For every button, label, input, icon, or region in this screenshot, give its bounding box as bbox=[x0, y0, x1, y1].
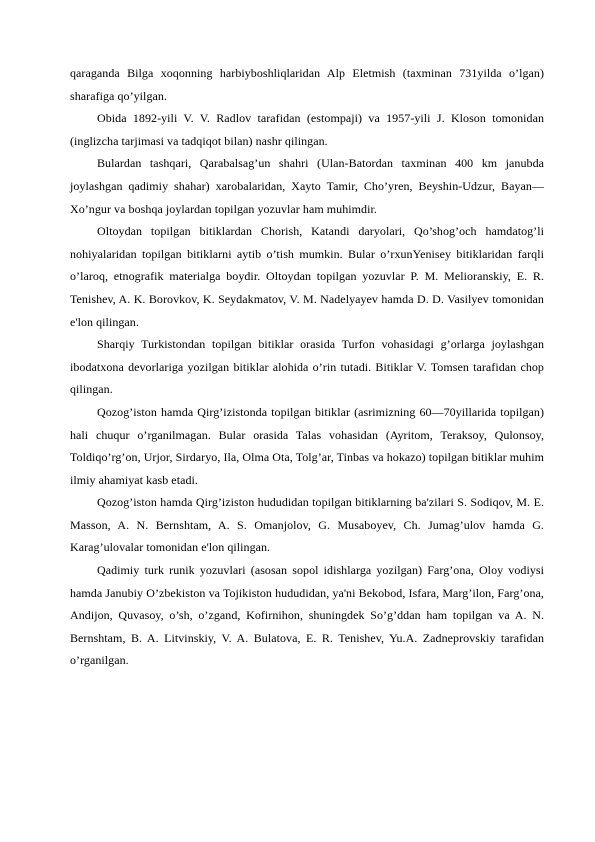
paragraph-publishers: Qozog’iston hamda Qirg’iziston hududidan topilgan bitiklarning ba'zilari S. Sodiqov, M. E. Masson, A. N. Bernshtam, A. S. Omanjolov, G. Musaboyev, Ch. Jumag’ulov hamda G. Karag’ulovalar tomonidan e'lon qilingan. bbox=[70, 495, 544, 555]
paragraph-runic-inscriptions: Qadimiy turk runik yozuvlari (asosan sopol idishlarga yozilgan) Farg’ona, Oloy vodiysi hamda Janubiy O’zbekiston va Tojikiston hududidan, ya'ni Bekobod, Isfara, Marg’ilon, Farg’ona, Andijon, Quvasoy, o’sh, o’zgand, Kofirnihon, shuningdek So’g’ddan ham topilgan va A. N. Bernshtam, B. A. Litvinskiy, V. A. Bulatova, E. R. Tenishev, Yu.A. Zadneprovskiy tarafidan o’rganilgan. bbox=[70, 563, 544, 668]
paragraph-inscriptions-mongolia: Bulardan tashqari, Qarabalsag’un shahri (Ulan-Batordan taxminan 400 km janubda joylashgan qadimiy shahar) xarobalaridan, Xayto Tamir, Cho’yren, Beyshin-Udzur, Bayan—Xo’ngur va boshqa joylardan topilgan yozuvlar ham muhimdir. bbox=[70, 156, 544, 216]
paragraph-altai-inscriptions: Oltoydan topilgan bitiklardan Chorish, Katandi daryolari, Qo’shog’och hamdatog’li nohiyalaridan topilgan bitiklarni aytib o’tish mumkin. Bular o’rxunYenisey bitiklaridan farqli o’laroq, etnografik materialga boydir. Oltoydan topilgan yozuvlar P. M. Melioranskiy, E. R. Tenishev, A. K. Borovkov, K. Seydakmatov, V. M. Nadelyayev hamda D. D. Vasilyev tomonidan e'lon qilingan. bbox=[70, 224, 544, 329]
paragraph-kazakhstan-kyrgyzstan: Qozog’iston hamda Qirg’izistonda topilgan bitiklar (asrimizning 60—70yillarida topilgan) hali chuqur o’rganilmagan. Bular orasida Talas vohasidan (Ayritom, Teraksoy, Qulonsoy, Toldiqo’rg’on, Urjor, Sirdaryo, Ila, Olma Ota, Tolg’ar, Tinbas va hokazo) topilgan bitiklar muhim ilmiy ahamiyat kasb etadi. bbox=[70, 404, 544, 487]
paragraph-east-turkestan: Sharqiy Turkistondan topilgan bitiklar orasida Turfon vohasidagi g’orlarga joylashgan ibodatxona devorlariga yozilgan bitiklar alohida o’rin tutadi. Bitiklar V. Tomsen tarafidan chop qilingan. bbox=[70, 337, 544, 397]
document-page bbox=[70, 62, 544, 672]
paragraph-publication: Obida 1892-yili V. V. Radlov tarafidan (estompaji) va 1957-yili J. Kloson tomonidan (inglizcha tarjimasi va tadqiqot bilan) nashr qilingan. bbox=[70, 111, 544, 148]
paragraph-continuation: qaraganda Bilga xoqonning harbiyboshliqlaridan Alp Eletmish (taxminan 731yilda o’lgan) sharafiga qo’yilgan. bbox=[70, 66, 544, 103]
